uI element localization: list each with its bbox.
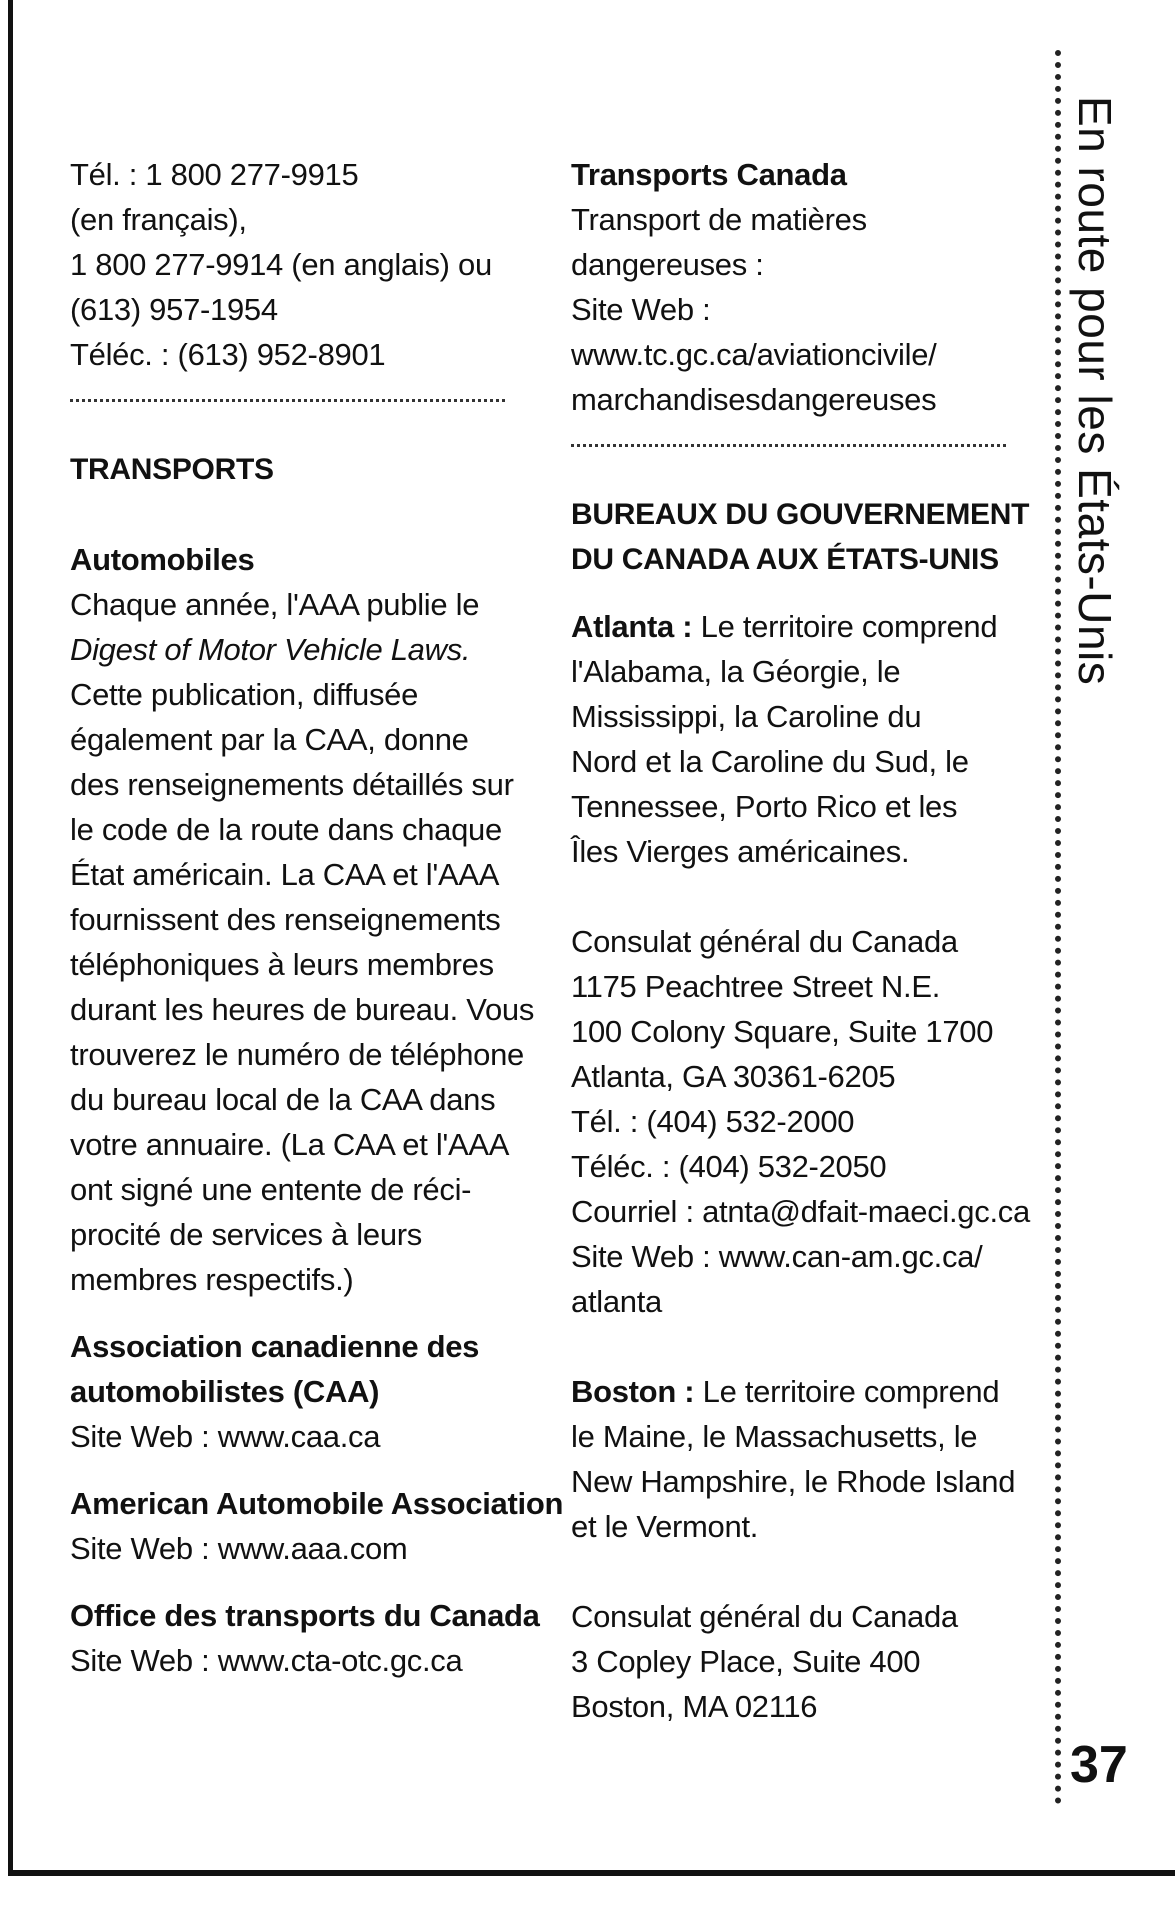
contact-line: (en français), xyxy=(70,202,247,237)
aaa-title: American Automobile Association xyxy=(70,1486,564,1521)
right-column xyxy=(571,152,1041,1729)
atlanta-territory-line: Îles Vierges américaines. xyxy=(571,834,910,869)
automobiles-block xyxy=(70,537,540,1302)
boston-territory-line xyxy=(571,1369,1041,1414)
automobiles-line: ont signé une entente de réci- xyxy=(70,1172,472,1207)
page-number: 37 xyxy=(1070,1736,1128,1794)
atlanta-address-line: 100 Colony Square, Suite 1700 xyxy=(571,1014,994,1049)
page-bottom-border xyxy=(8,1870,1175,1876)
automobiles-line: procité de services à leurs xyxy=(70,1217,423,1252)
atlanta-email-link[interactable]: Courriel : atnta@dfait-maeci.gc.ca xyxy=(571,1194,1030,1229)
transports-canada-block xyxy=(571,152,1041,422)
transports-canada-link[interactable]: marchandisesdangereuses xyxy=(571,382,937,417)
automobiles-line: téléphoniques à leurs membres xyxy=(70,947,494,982)
boston-territory-line: le Maine, le Massachusetts, le xyxy=(571,1419,978,1454)
contact-block xyxy=(70,152,540,377)
boston-label: Boston : xyxy=(571,1374,695,1409)
atlanta-label: Atlanta : xyxy=(571,609,693,644)
left-column xyxy=(70,152,564,1683)
automobiles-line: membres respectifs.) xyxy=(70,1262,354,1297)
cta-block xyxy=(70,1593,540,1683)
atlanta-territory-line xyxy=(571,604,1041,649)
caa-website-link[interactable]: Site Web : www.caa.ca xyxy=(70,1419,381,1454)
automobiles-line: durant les heures de bureau. Vous xyxy=(70,992,535,1027)
automobiles-line: fournissent des renseignements xyxy=(70,902,501,937)
automobiles-line: également par la CAA, donne xyxy=(70,722,469,757)
atlanta-address-line: 1175 Peachtree Street N.E. xyxy=(571,969,941,1004)
boston-territory-line: New Hampshire, le Rhode Island xyxy=(571,1464,1016,1499)
atlanta-territory-text: Le territoire comprend xyxy=(700,609,998,644)
page-left-border xyxy=(8,0,13,1870)
atlanta-address-line: Consulat général du Canada xyxy=(571,924,958,959)
atlanta-website-link[interactable]: Site Web : www.can-am.gc.ca/ xyxy=(571,1239,983,1274)
aaa-block xyxy=(70,1481,564,1571)
dotted-separator xyxy=(70,399,505,402)
running-title: En route pour les États-Unis xyxy=(1069,96,1121,686)
automobiles-line: trouverez le numéro de téléphone xyxy=(70,1037,524,1072)
caa-title: Association canadienne des xyxy=(70,1329,480,1364)
caa-block xyxy=(70,1324,540,1459)
boston-address-line: Consulat général du Canada xyxy=(571,1599,958,1634)
automobiles-line: du bureau local de la CAA dans xyxy=(70,1082,496,1117)
transports-canada-line: dangereuses : xyxy=(571,247,764,282)
automobiles-line: des renseignements détaillés sur xyxy=(70,767,514,802)
boston-block xyxy=(571,1369,1041,1729)
contact-line: (613) 957-1954 xyxy=(70,292,278,327)
boston-address-line: Boston, MA 02116 xyxy=(571,1689,818,1724)
boston-address-line: 3 Copley Place, Suite 400 xyxy=(571,1644,921,1679)
automobiles-line: Chaque année, l'AAA publie le xyxy=(70,587,480,622)
offices-heading xyxy=(571,492,1041,582)
section-heading-transports: TRANSPORTS xyxy=(70,453,274,486)
transports-canada-link[interactable]: www.tc.gc.ca/aviationcivile/ xyxy=(571,337,937,372)
offices-heading-line: BUREAUX DU GOUVERNEMENT xyxy=(571,498,1030,531)
sidebar-dotted-rule xyxy=(1055,50,1061,1805)
offices-heading-line: DU CANADA AUX ÉTATS-UNIS xyxy=(571,543,999,576)
atlanta-territory-line: l'Alabama, la Géorgie, le xyxy=(571,654,901,689)
atlanta-phone: Tél. : (404) 532-2000 xyxy=(571,1104,855,1139)
contact-line: Tél. : 1 800 277-9915 xyxy=(70,157,359,192)
automobiles-line: le code de la route dans chaque xyxy=(70,812,502,847)
atlanta-website-link[interactable]: atlanta xyxy=(571,1284,662,1319)
atlanta-territory-line: Mississippi, la Caroline du xyxy=(571,699,922,734)
boston-territory-line: et le Vermont. xyxy=(571,1509,759,1544)
atlanta-territory-line: Nord et la Caroline du Sud, le xyxy=(571,744,969,779)
transports-canada-line: Transport de matières xyxy=(571,202,867,237)
aaa-website-link[interactable]: Site Web : www.aaa.com xyxy=(70,1531,408,1566)
caa-title: automobilistes (CAA) xyxy=(70,1374,380,1409)
boston-territory-text: Le territoire comprend xyxy=(702,1374,1000,1409)
transports-canada-title: Transports Canada xyxy=(571,157,847,192)
transports-canada-line: Site Web : xyxy=(571,292,711,327)
automobiles-line: Cette publication, diffusée xyxy=(70,677,419,712)
atlanta-block xyxy=(571,604,1041,1324)
automobiles-title: Automobiles xyxy=(70,542,255,577)
atlanta-address-line: Atlanta, GA 30361-6205 xyxy=(571,1059,896,1094)
contact-line: 1 800 277-9914 (en anglais) ou xyxy=(70,247,492,282)
cta-website-link[interactable]: Site Web : www.cta-otc.gc.ca xyxy=(70,1643,463,1678)
automobiles-line: État américain. La CAA et l'AAA xyxy=(70,857,500,892)
dotted-separator xyxy=(571,444,1006,447)
cta-title: Office des transports du Canada xyxy=(70,1598,540,1633)
atlanta-territory-line: Tennessee, Porto Rico et les xyxy=(571,789,958,824)
contact-line: Téléc. : (613) 952-8901 xyxy=(70,337,386,372)
automobiles-line: votre annuaire. (La CAA et l'AAA xyxy=(70,1127,510,1162)
digest-title: Digest of Motor Vehicle Laws. xyxy=(70,632,471,667)
atlanta-fax: Téléc. : (404) 532-2050 xyxy=(571,1149,887,1184)
